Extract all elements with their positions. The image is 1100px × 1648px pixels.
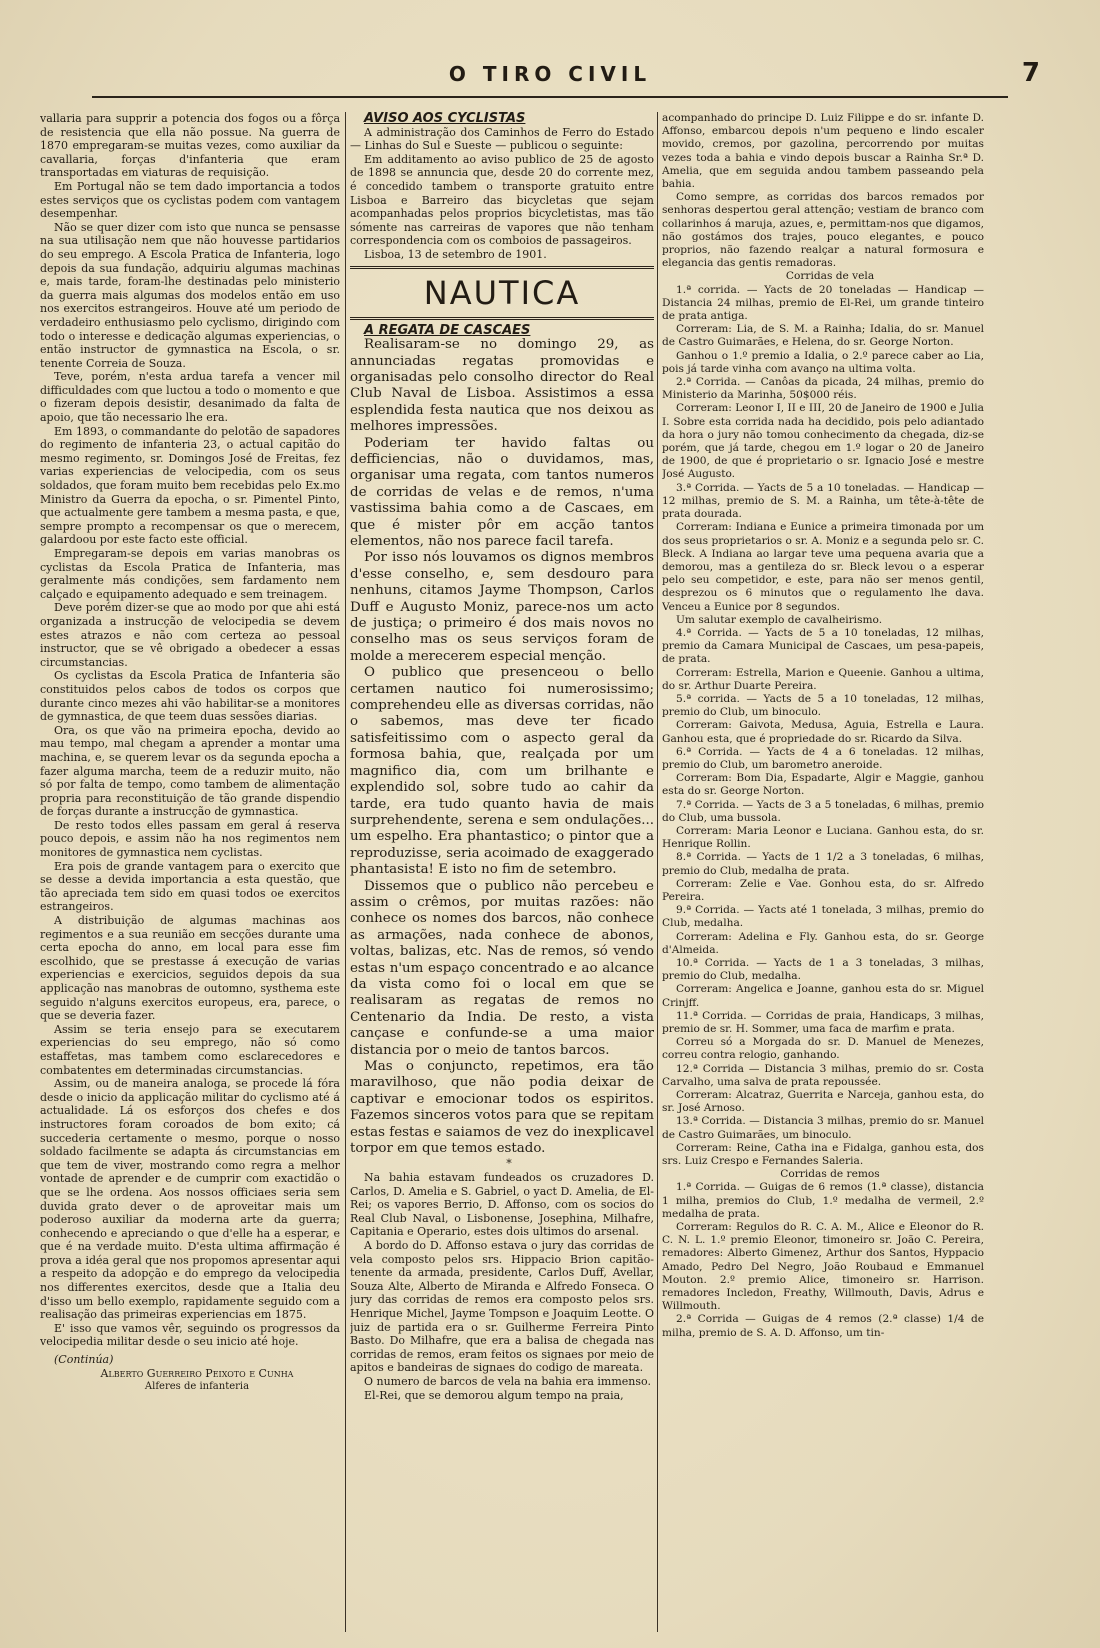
paragraph: Assim se teria ensejo para se executarem experiencias do seu emprego, não só como estaffetas, mas tambem como esclarecedores e combatentes em determinadas circumstancias. [40,1022,340,1077]
paragraph: Deve porém dizer-se que ao modo por que ahi está organizada a instrucção de velocipedia se devem estes atrazos e não com certeza ao pessoal instructor, que se vê obrigado a obedecer a essas circumstancias. [40,601,340,669]
paragraph: Era pois de grande vantagem para o exercito que se desse a devida importancia a esta questão, que tão apreciada tem sido em quasi todos oe exercitos estrangeiros. [40,859,340,914]
paragraph: Correram: Bom Dia, Espadarte, Algir e Maggie, ganhou esta do sr. George Norton. [662,772,984,798]
paragraph: A administração dos Caminhos de Ferro do Estado — Linhas do Sul e Sueste — publicou o seguinte: [350,125,654,153]
paragraph: Teve, porém, n'esta ardua tarefa a vencer mil difficuldades com que luctou a todo o momento e que o fizeram depois desistir, desanimado da falta de apoio, que tão necessario lhe era. [40,370,340,425]
continued-note: (Continúa) [54,1353,114,1367]
paragraph: De resto todos elles passam em geral á reserva pouco depois, e assim não ha nos regimentos nem monitores de gymnastica nem cyclistas. [40,818,340,860]
paragraph: 1.ª corrida. — Yacts de 20 toneladas — Handicap — Distancia 24 milhas, premio de El-Rei, um grande tinteiro de prata antiga. [662,283,984,323]
paragraph: Correram: Reine, Catha ina e Fidalga, ganhou esta, dos srs. Luiz Crespo e Fernandes Saleria. [662,1141,984,1168]
paragraph: Mas o conjuncto, repetimos, era tão maravilhoso, que não podia deixar de captivar e emocionar todos os espiritos. Fazemos sinceros votos para que se repitam estas festas e saiamos de vez do inexplicavel torpor em que temos estado. [350,1059,654,1157]
paragraph: Em additamento ao aviso publico de 25 de agosto de 1898 se annuncia que, desde 20 do corrente mez, é concedido tambem o transporte gratuito entre Lisboa e Barreiro das bicycletas que sejam acompanhadas pelos proprios bicycletistas, mas tão sómente nas carreiras de vapores que não tenham correspondencia com os comboios de passageiros. [350,152,654,248]
header-rule [92,96,1008,98]
column-3 [662,112,984,1642]
running-head [40,58,1060,90]
paragraph: 13.ª Corrida. — Distancia 3 milhas, premio do sr. Manuel de Castro Guimarães, um binoculo. [662,1115,984,1141]
subheading-vela: Corridas de vela [785,270,875,283]
article-body [350,337,654,1157]
paragraph: Não se quer dizer com isto que nunca se pensasse na sua utilisação nem que não houvesse partidarios do seu emprego. A Escola Pratica de Infanteria, logo depois da sua fundação, adquiriu algumas machinas e, mais tarde, foram-lhe destinadas pelo ministerio da guerra mais algumas dos modelos então em uso nos exercitos estrangeiros. Houve até um periodo de verdadeiro enthusiasmo pelo cyclismo, dirigindo com todo o interesse e dedicação algumas experiencias, o então instructor de gymnastica na Escola, o sr. tenente Correia de Souza. [40,220,340,370]
paragraph: Correram: Angelica e Joanne, ganhou esta do sr. Miguel Crinjff. [662,983,984,1009]
paragraph: Dissemos que o publico não percebeu e assim o crêmos, por muitas razões: não conhece os nomes dos barcos, não conhece as armações, nada conhece de abonos, voltas, balizas, etc. Nas de remos, só vendo estas n'um espaço concentrado e ao alcance da vista como foi o local em que se realisaram as regatas de remos no Centenario da India. De resto, a vista cançase e confunde-se a uma maior distancia por o meio de tantos barcos. [350,878,654,1058]
paragraph: 3.ª Corrida. — Yacts de 5 a 10 toneladas. — Handicap — 12 milhas, premio de S. M. a Rainha, um tête-à-tête de prata dourada. [662,481,984,521]
subheading-remos: Corridas de remos [780,1168,880,1181]
paragraph: 9.ª Corrida. — Yacts até 1 tonelada, 3 milhas, premio do Club, medalha. [662,904,984,930]
paragraph: 6.ª Corrida. — Yacts de 4 a 6 toneladas. 12 milhas, premio do Club, um barometro aneroide. [662,745,984,771]
paragraph: 12.ª Corrida — Distancia 3 milhas, premio do sr. Costa Carvalho, uma salva de prata repoussée. [662,1062,984,1088]
paragraph: Assim, ou de maneira analoga, se procede lá fóra desde o inicio da applicação militar do cyclismo até á actualidade. Lá os esforços dos chefes e dos instructores foram coroados de bom exito; cá succederia certamente o mesmo, porque o nosso soldado facilmente se adapta ás circumstancias em que tem de viver, mostrando como regra a melhor vontade de aprender e de cumprir com exactidão o que se lhe ordena. Aos nossos officiaes seria sem duvida grato dever o de aproveitar mais um poderoso auxiliar da moderna arte da guerra; conhecendo e apreciando o que d'elle ha a esperar, e que é na verdade muito. D'esta ultima affirmação é prova a idéa geral que nos propomos apresentar aqui a respeito da adopção e do emprego da velocipedia nos differentes exercitos, desde que a Italia deu d'isso um bello exemplo, rapidamente seguido com a realisação das primeiras experiencias em 1875. [40,1077,340,1322]
paragraph: Ora, os que vão na primeira epocha, devido ao mau tempo, mal chegam a aprender a montar uma machina, e, se querem levar os da segunda epocha a fazer alguma marcha, teem de a reduzir muito, não só por falta de tempo, como tambem de alimentação propria para reconstituição de tão grande dispendio de forças durante a instrucção de gymnastica. [40,723,340,819]
column-rule-2 [657,112,658,1632]
paragraph: E' isso que vamos vêr, seguindo os progressos da velocipedia militar desde o seu inicio até hoje. [40,1321,340,1349]
paragraph: Correram: Zelie e Vae. Gonhou esta, do sr. Alfredo Pereira. [662,877,984,903]
paragraph: 7.ª Corrida. — Yacts de 3 a 5 toneladas, 6 milhas, premio do Club, uma bussola. [662,798,984,824]
paragraph: Correram: Lia, de S. M. a Rainha; Idalia, do sr. Manuel de Castro Guimarães, e Helena, do sr. George Norton. [662,323,984,349]
paragraph: O publico que presenceou o bello certamen nautico foi numerosissimo; comprehendeu elle as diversas corridas, não o sabemos, mas deve ter ficado satisfeitissimo com o aspecto geral da formosa bahia, que, realçada por um magnifico dia, com um brilhante e explendido sol, sobre tudo ao cahir da tarde, era tudo quanto havia de mais surprehendente, serena e sem ondulações... um espelho. Era phantastico; o pintor que a reproduzisse, seria acoimado de exaggerado phantasista! E isto no fim de setembro. [350,665,654,878]
masthead-title: O TIRO CIVIL [448,62,652,86]
paragraph: Um salutar exemplo de cavalheirismo. [676,613,883,626]
paragraph: 10.ª Corrida. — Yacts de 1 a 3 toneladas, 3 milhas, premio do Club, medalha. [662,957,984,983]
paragraph: Como sempre, as corridas dos barcos remados por senhoras despertou geral attenção; vestiam de branco com collarinhos á maruja, azues, e, permittam-nos que digamos, não gostámos dos trajes, pouco elegantes, e pouco proprios, não fazendo realçar a natural formosura e elegancia das gentis remadoras. [662,191,984,270]
paragraph: O numero de barcos de vela na bahia era immenso. [364,1374,651,1388]
paragraph: Na bahia estavam fundeados os cruzadores D. Carlos, D. Amelia e S. Gabriel, o yact D. Amelia, de El-Rei; os vapores Berrio, D. Affonso, com os socios do Real Club Naval, o Lisbonense, Josephina, Milhafre, Capitania e Operario, estes dois ultimos do arsenal. [350,1171,654,1239]
section-title-nautica: NAUTICA [423,273,581,312]
paragraph: Correram: Leonor I, II e III, 20 de Janeiro de 1900 e Julia I. Sobre esta corrida nada ha decidido, pois pelo adiantado da hora o jury não tomou conhecimento da chegada, diz-se porém, que já tarde, chegou em 1.º logar o 20 de Janeiro de 1900, de que é proprietario o sr. Ignacio José e mestre José Augusto. [662,402,984,481]
paragraph: A distribuição de algumas machinas aos regimentos e a sua reunião em secções durante uma certa epocha do anno, em local para esse fim escolhido, que se prestasse á execução de varias experiencias e exercicios, seguidos depois da sua applicação nas manobras de outomno, systhema este seguido n'alguns exercitos europeus, era, parece, o que se deveria fazer. [40,914,340,1023]
paragraph: Correram: Regulos do R. C. A. M., Alice e Eleonor do R. C. N. L. 1.º premio Eleonor, timoneiro sr. João C. Pereira, remadores: Alberto Gimenez, Arthur dos Santos, Hyppacio Amado, Pedro Del Negro, João Roubaud e Emmanuel Mouton. 2.º premio Alice, timoneiro sr. Harrison. remadores Incledon, Freathy, Willmouth, Davis, Adrus e Willmouth. [662,1221,984,1313]
paragraph: 11.ª Corrida. — Corridas de praia, Handicaps, 3 milhas, premio de sr. H. Sommer, uma faca de marfim e prata. [662,1009,984,1036]
column-1 [40,112,340,1642]
paragraph: Empregaram-se depois em varias manobras os cyclistas da Escola Pratica de Infanteria, mas geralmente más condições, sem fardamento nem calçado e equipamento adequado e sem treinagem. [40,547,340,601]
paragraph: Correram: Gaivota, Medusa, Aguia, Estrella e Laura. Ganhou esta, que é propriedade do sr. Ricardo da Silva. [662,719,984,745]
section-divider [350,266,654,269]
section-divider [350,317,654,320]
paragraph: acompanhado do principe D. Luiz Filippe e do sr. infante D. Affonso, embarcou depois n'um pequeno e lindo escaler movido, cremos, por gazolina, percorrendo por muitas vezes toda a bahia e vindo depois buscar a Rainha Sr.ª D. Amelia, que em seguida andou tambem passeando pela bahia. [662,112,984,191]
separator-asterisk: * [506,1157,512,1171]
article-title: A REGATA DE CASCAES [364,322,531,338]
paragraph: 8.ª Corrida. — Yacts de 1 1/2 a 3 toneladas, 6 milhas, premio do Club, medalha de prata. [662,851,984,877]
paragraph: Correram: Alcatraz, Guerrita e Narceja, ganhou esta, do sr. José Arnoso. [662,1089,984,1115]
paragraph: Correram: Maria Leonor e Luciana. Ganhou esta, do sr. Henrique Rollin. [662,824,984,851]
paragraph: 2.ª Corrida. — Canôas da picada, 24 milhas, premio do Ministerio da Marinha, 50$000 réis. [662,376,984,402]
paragraph: Em Portugal não se tem dado importancia a todos estes serviços que os cyclistas podem com vantagem desempenhar. [40,179,340,221]
paragraph: Em 1893, o commandante do pelotão de sapadores do regimento de infanteria 23, o actual capitão do mesmo regimento, sr. Domingos José de Freitas, fez varias experiencias de velocipedia, com os seus soldados, que foram muito bem recebidas pelo Ex.mo Ministro da Guerra da epocha, o sr. Pimentel Pinto, que actualmente gere tambem a mesma pasta, e que, sempre prompto a recompensar os que o merecem, galardoou por este facto este official. [40,424,340,547]
notice-title: AVISO AOS CYCLISTAS [364,112,526,126]
paragraph: A bordo do D. Affonso estava o jury das corridas de vela composto pelos srs. Hippacio Brion capitão-tenente da armada, presidente, Carlos Duff, Avellar, Souza Alte, Alberto de Miranda e Alfredo Fonseca. O jury das corridas de remos era composto pelos srs. Henrique Michel, Jayme Tompson e Joaquim Leotte. O juiz de partida era o sr. Guilherme Ferreira Pinto Basto. Do Milhafre, que era a balisa de chegada nas corridas de remos, eram feitos os signaes por meio de apitos e bandeiras de signaes do codigo de mareata. [350,1239,654,1375]
paragraph: Realisaram-se no domingo 29, as annunciadas regatas promovidas e organisadas pelo consolho director do Real Club Naval de Lisboa. Assistimos a essa esplendida festa nautica que nos deixou as melhores impressões. [350,337,654,435]
paragraph: 1.ª Corrida. — Guigas de 6 remos (1.ª classe), distancia 1 milha, premios do Club, 1.º medalha de vermeil, 2.º medalha de prata. [662,1181,984,1220]
column-2 [350,112,654,1642]
author-rank: Alferes de infanteria [144,1381,250,1393]
column-rule-1 [345,112,346,1632]
paragraph: Correu só a Morgada do sr. D. Manuel de Menezes, correu contra relogio, ganhando. [662,1036,984,1062]
author-signature: Alberto Guerreiro Peixoto e Cunha [100,1366,294,1380]
paragraph: vallaria para supprir a potencia dos fogos ou a fôrça de resistencia que ella não possue. Na guerra de 1870 empregaram-se muitas vezes, como auxiliar da cavallaria, forças d'infanteria que eram transportadas em viaturas de requisição. [40,112,340,180]
paragraph: 2.ª Corrida — Guigas de 4 remos (2.ª classe) 1/4 de milha, premio de S. A. D. Affonso, um tin- [662,1313,984,1339]
paragraph: Os cyclistas da Escola Pratica de Infanteria são constituidos pelos cabos de todos os corpos que durante cinco mezes ahi vão habilitar-se a monitores de gymnastica, de que teem duas sessões diarias. [40,669,340,724]
paragraph: Ganhou o 1.º premio a Idalia, o 2.º parece caber ao Lia, pois já tarde vinha com avanço na ultima volta. [662,349,984,375]
paragraph: Correram: Indiana e Eunice a primeira timonada por um dos seus proprietarios o sr. A. Moniz e a segunda pelo sr. C. Bleck. A Indiana ao largar teve uma pequena avaria que a demorou, mas a gentileza do sr. Bleck levou o a esperar pelo seu competidor, e este, para não ser menos gentil, desprezou os 6 minutos que o regulamento lhe dava. Venceu a Eunice por 8 segundos. [662,521,984,613]
paragraph: 5.ª corrida. — Yacts de 5 a 10 toneladas, 12 milhas, premio do Club, um binoculo. [662,692,984,719]
paragraph: Correram: Adelina e Fly. Ganhou esta, do sr. George d'Almeida. [662,930,984,956]
paragraph: El-Rei, que se demorou algum tempo na praia, [364,1388,624,1402]
paragraph: Correram: Estrella, Marion e Queenie. Ganhou a ultima, do sr. Arthur Duarte Pereira. [662,666,984,692]
paragraph: 4.ª Corrida. — Yacts de 5 a 10 toneladas, 12 milhas, premio da Camara Municipal de Cascaes, um pesa-papeis, de prata. [662,626,984,666]
paragraph: Poderiam ter havido faltas ou defficiencias, não o duvidamos, mas, organisar uma regata, com tantos numeros de corridas de velas e de remos, n'uma vastissima bahia como a de Cascaes, em que é mister pôr em acção tantos elementos, não nos parece facil tarefa. [350,435,654,549]
page-number: 7 [1021,58,1040,88]
paragraph: Lisboa, 13 de setembro de 1901. [364,247,547,261]
paragraph: Por isso nós louvamos os dignos membros d'esse conselho, e, sem desdouro para nenhuns, citamos Jayme Thompson, Carlos Duff e Augusto Moniz, parece-nos um acto de justiça; o primeiro é dos mais novos no conselho mas os seus serviços foram de molde a merecerem especial menção. [350,550,654,664]
